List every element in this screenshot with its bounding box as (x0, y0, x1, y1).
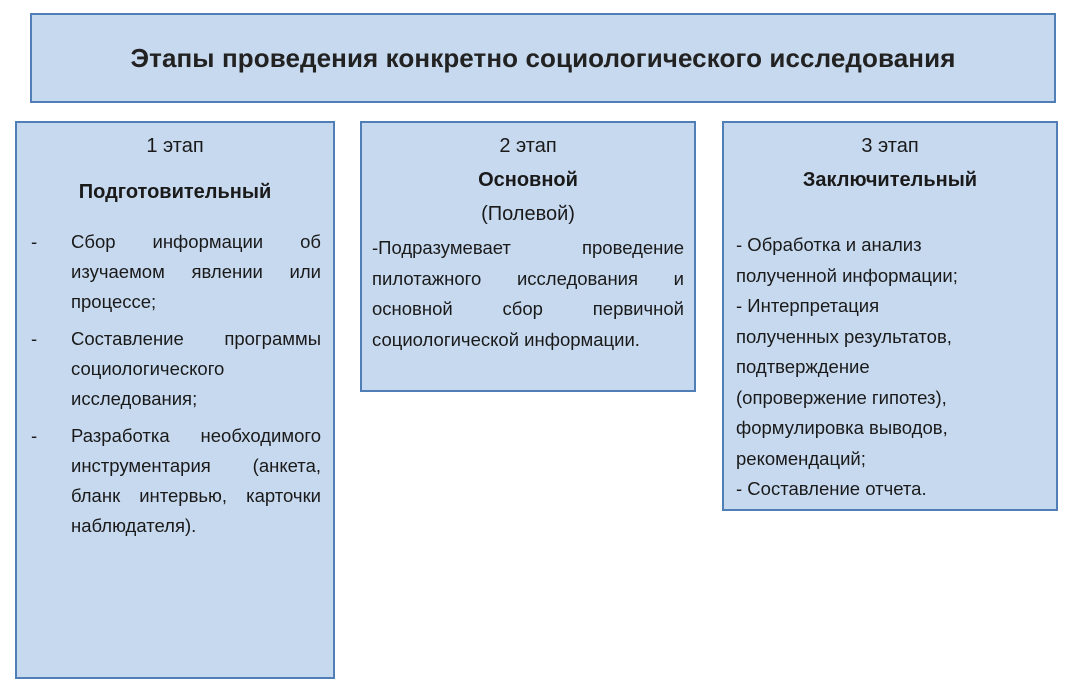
stage-1-item-text: Разработка необходимого инструментария (анкета, бланк интервью, карточки наблюдателя). (71, 425, 321, 536)
diagram-title: Этапы проведения конкретно социологического исследования (130, 42, 956, 73)
stage-2-label: 2 этап (499, 135, 557, 157)
stage-2-name: Основной (478, 169, 578, 191)
stage-2-box (360, 121, 696, 392)
stage-1-item (29, 324, 321, 414)
bullet-dash: - (31, 425, 38, 446)
stage-1-item-text: Составление программы социологического исследования; (71, 328, 321, 409)
stage-3-name: Заключительный (802, 169, 978, 191)
stage-3-description: - Обработка и анализ полученной информации; - Интерпретация полученных результатов, подтверждение (опровержение гипотез), формулировка выводов, рекомендаций; - Составление отчета. (736, 234, 958, 499)
bullet-dash: - (31, 231, 38, 252)
stage-1-item (29, 421, 321, 541)
stage-3-label: 3 этап (861, 135, 919, 157)
stage-2-description: -Подразумевает проведение пилотажного исследования и основной сбор первичной социологической информации. (372, 237, 684, 350)
bullet-dash: - (31, 328, 38, 349)
stage-1-item-text: Сбор информации об изучаемом явлении или процессе; (71, 231, 321, 312)
stage-3-box (722, 121, 1058, 511)
stage-1-label: 1 этап (146, 135, 204, 157)
stage-1-list (29, 227, 321, 548)
stage-2-subtitle: (Полевой) (481, 203, 575, 225)
stage-1-name: Подготовительный (78, 181, 272, 203)
stage-1-item (29, 227, 321, 317)
diagram-title-box (30, 13, 1056, 103)
stage-1-box (15, 121, 335, 679)
